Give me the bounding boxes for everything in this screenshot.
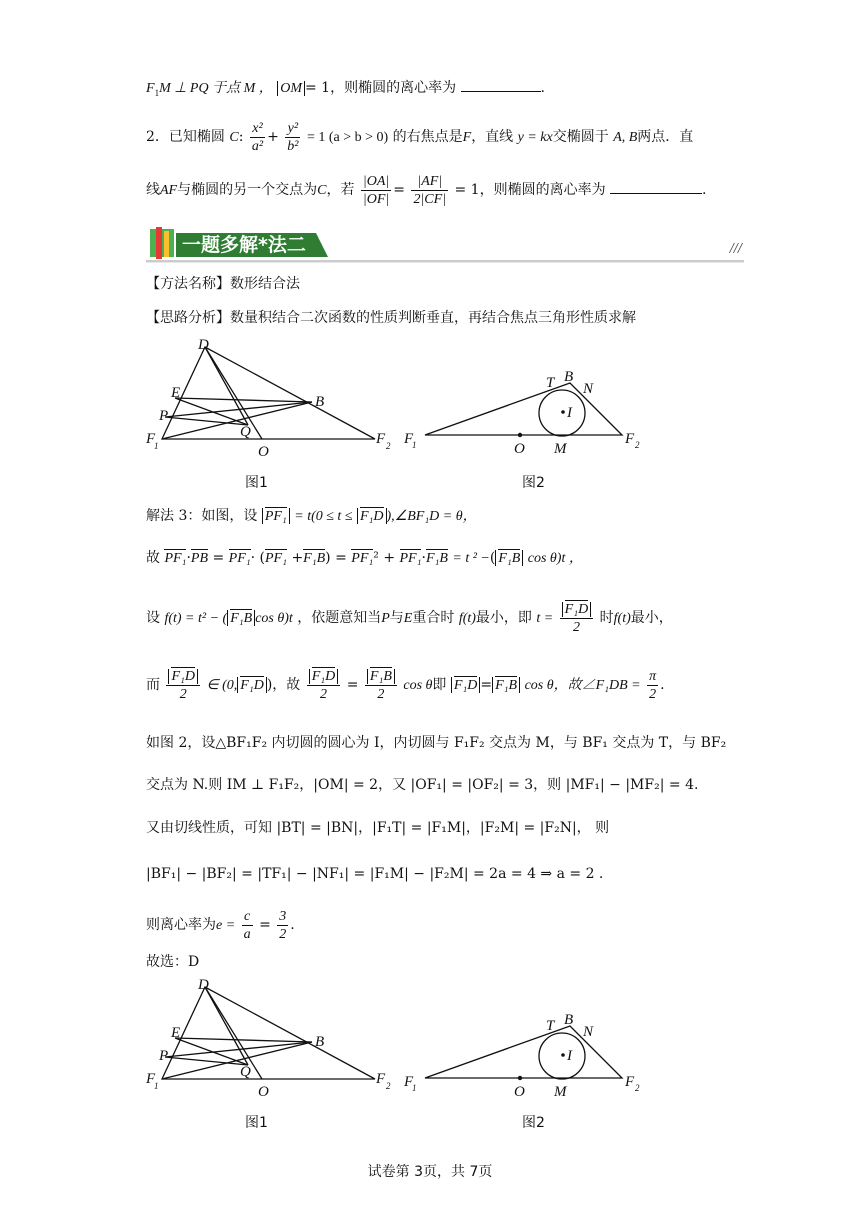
- svg-text:I: I: [567, 1048, 572, 1064]
- sol-line-7: 又由切线性质，可知 |BT| = |BN|，|F₁T| = |F₁M|，|F₂M| = |F₂N|， 则: [146, 820, 610, 836]
- label-F2: F: [376, 431, 386, 447]
- svg-text:F: F: [146, 1071, 156, 1087]
- label-E: E: [171, 385, 181, 401]
- label-N: N: [583, 381, 594, 397]
- label-O: O: [258, 444, 269, 460]
- svg-text:M: M: [554, 1084, 567, 1100]
- svg-text:F: F: [376, 1071, 386, 1087]
- label-M: M: [554, 441, 567, 457]
- svg-text:E: E: [171, 1025, 181, 1041]
- label-F2b: F: [625, 431, 635, 447]
- label-D: D: [198, 337, 209, 353]
- label-B2: B: [564, 369, 574, 385]
- section-banner: [146, 225, 744, 263]
- figure-2-caption-bottom: 图2: [522, 1115, 545, 1131]
- svg-text:T: T: [546, 1018, 555, 1034]
- sol-line-6: 交点为 N.则 IM ⊥ F₁F₂，|OM| = 2，又 |OF₁| = |OF₂| = 3，则 |MF₁| − |MF₂| = 4.: [146, 777, 699, 793]
- label-Q: Q: [240, 424, 251, 440]
- label-F1b: F: [404, 431, 414, 447]
- svg-text:O: O: [258, 1084, 269, 1100]
- svg-text:1: 1: [154, 1081, 159, 1091]
- svg-text:1: 1: [412, 1083, 417, 1093]
- label-P: P: [159, 408, 169, 424]
- figure-2-bottom: [400, 1008, 650, 1103]
- label-I: I: [567, 405, 572, 421]
- answer-blank-2: [610, 181, 702, 194]
- sol-line-8: |BF₁| − |BF₂| = |TF₁| − |NF₁| = |F₁M| − |F₂M| = 2a = 4 ⇒ a = 2 .: [146, 866, 604, 882]
- method-line: 【方法名称】数形结合法: [146, 276, 300, 292]
- label-O2: O: [514, 441, 525, 457]
- svg-text:1: 1: [412, 440, 417, 450]
- sol-line-1: 解法 3：如图，设 PF₁ = t(0 ≤ t ≤ F₁D ),∠BF₁D = θ，: [146, 508, 477, 524]
- svg-text:2: 2: [635, 1083, 640, 1093]
- svg-text:2: 2: [386, 441, 391, 451]
- sol-line-3: 设 f(t) = t² − ( F₁B cos θ)t ，依题意知当P与E重合时 f(t)最小，即 t = $\frac{\text{F₁D}}{2}$ 时f(t)最小，: [146, 602, 673, 635]
- analysis-line: 【思路分析】数量积结合二次函数的性质判断垂直，再结合焦点三角形性质求解: [146, 310, 636, 326]
- q2-line2: 线AF与椭圆的另一个交点为C，若 $\frac{|OA|}{|OF|}$ = $\frac{|AF|}{2|CF|}$ = 1，则椭圆的离心率为 .: [146, 173, 707, 207]
- svg-text:B: B: [315, 1034, 325, 1050]
- figure-1-caption: 图1: [245, 475, 268, 491]
- page-footer: 试卷第 3页，共 7页: [367, 1164, 493, 1180]
- figure-1-top: [140, 335, 400, 460]
- svg-text:B: B: [564, 1012, 574, 1028]
- figure-2-caption: 图2: [522, 475, 545, 491]
- banner-title: 一题多解*法二: [182, 234, 306, 256]
- q1-tail: $F_1M$ ⊥ PQ 于点 M ， OM = 1，则椭圆的离心率为 .: [146, 80, 545, 98]
- figure-1-caption-bottom: 图1: [245, 1115, 268, 1131]
- svg-text:2: 2: [635, 440, 640, 450]
- banner-slashes: ///: [729, 241, 742, 255]
- svg-text:P: P: [159, 1048, 169, 1064]
- label-B: B: [315, 394, 325, 410]
- svg-text:Q: Q: [240, 1064, 251, 1080]
- svg-text:1: 1: [154, 441, 159, 451]
- svg-text:2: 2: [386, 1081, 391, 1091]
- label-T: T: [546, 375, 555, 391]
- svg-text:F: F: [404, 1074, 414, 1090]
- svg-text:D: D: [198, 977, 209, 993]
- svg-text:N: N: [583, 1024, 594, 1040]
- sol-line-5: 如图 2，设△BF₁F₂ 内切圆的圆心为 I，内切圆与 F₁F₂ 交点为 M，与 BF₁ 交点为 T，与 BF₂: [146, 735, 727, 751]
- sol-line-4: 而 $\frac{\text{F₁D}}{2}$ ∈ (0, F₁D )，故 $\frac{\text{F₁D}}{2}$ = $\frac{\text{F₁B}}{2}$ cos θ即 F₁D = F₁B cos θ，故∠F₁DB = $\frac{\pi}{2}$ .: [146, 668, 665, 702]
- label-F1: F: [146, 431, 156, 447]
- sol-line-2: 故 PF₁·PB = PF₁· (PF₁ +F₁B) = PF₁² + PF₁·F₁B = t ² −( F₁B cos θ)t ，: [146, 550, 583, 566]
- sol-line-9: 则离心率为e = $\frac{c}{a}$ = $\frac{3}{2}$ .: [146, 908, 295, 942]
- q2-line1: 2．已知椭圆 C: $\frac{\text{x²}}{\text{a²}}$ + $\frac{\text{y²}}{\text{b²}}$ = 1 (a > b > 0) 的右焦点是F，直线 y = kx交椭圆于 A, B两点．直: [146, 120, 694, 154]
- svg-text:O: O: [514, 1084, 525, 1100]
- answer-blank-1: [461, 79, 541, 92]
- sol-line-10: 故选：D: [146, 954, 200, 970]
- figure-1-bottom: [140, 975, 400, 1100]
- svg-text:F: F: [625, 1074, 635, 1090]
- figure-2-top: [400, 365, 650, 460]
